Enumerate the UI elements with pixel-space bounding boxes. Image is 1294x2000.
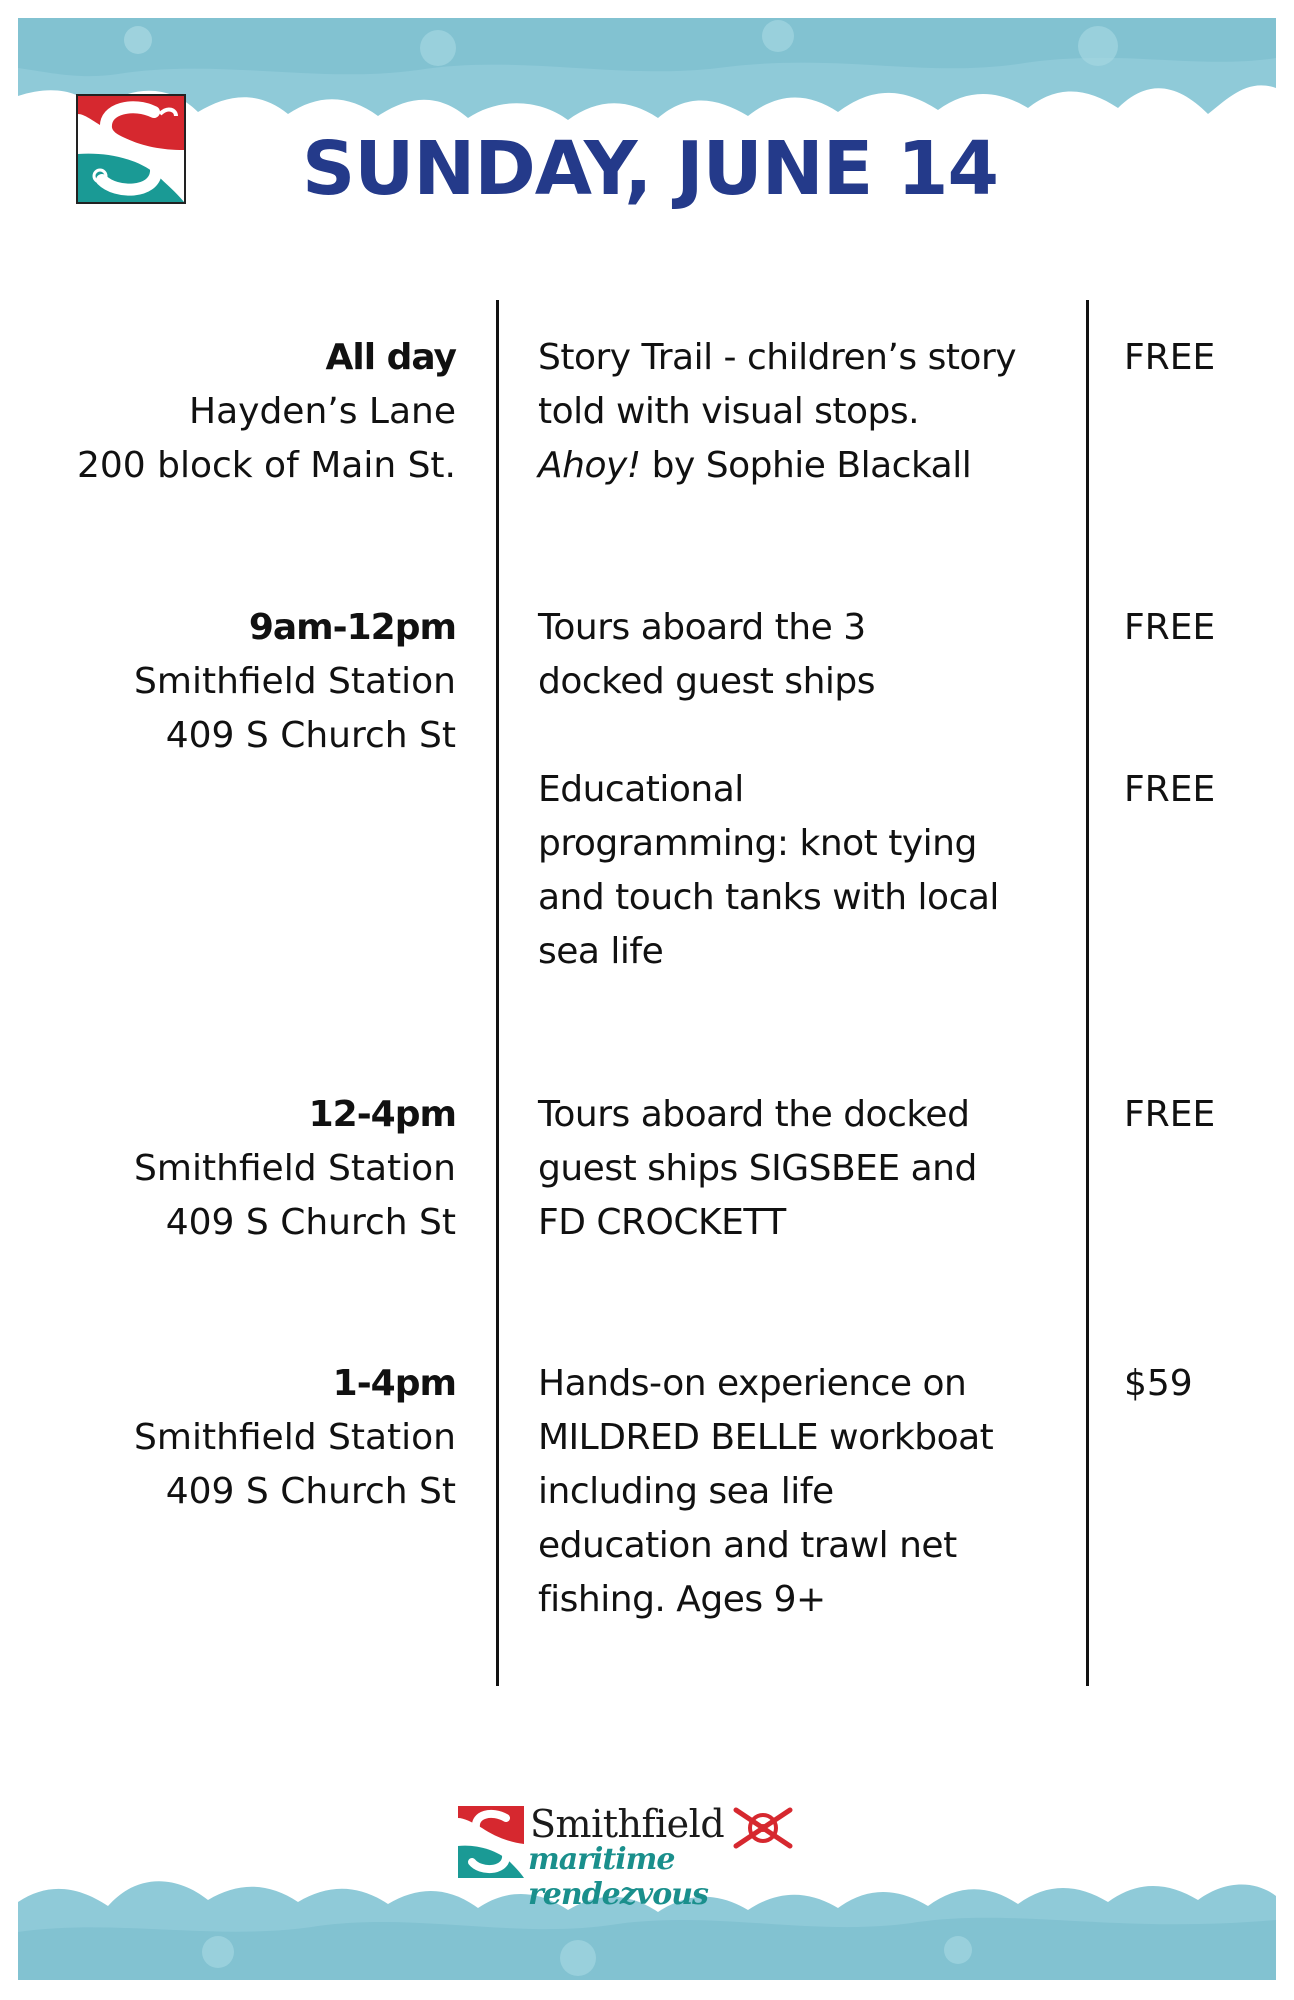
event-address: 200 block of Main St. bbox=[76, 445, 456, 486]
event-description bbox=[538, 1357, 1038, 1627]
event-description bbox=[538, 1088, 1038, 1250]
column-divider-right bbox=[1086, 300, 1089, 1686]
event-desc-line: MILDRED BELLE workboat bbox=[538, 1417, 994, 1458]
event-address: 409 S Church St bbox=[165, 1471, 456, 1512]
event-price: $59 bbox=[1124, 1363, 1193, 1404]
column-divider-left bbox=[496, 300, 499, 1686]
event-desc-line: docked guest ships bbox=[538, 661, 875, 702]
event-location: Smithfield Station bbox=[134, 661, 456, 702]
event-desc-line: Educational bbox=[538, 769, 744, 810]
event-desc-line: including sea life bbox=[538, 1471, 834, 1512]
page-title: SUNDAY, JUNE 14 bbox=[302, 126, 998, 212]
event-desc-line: education and trawl net bbox=[538, 1525, 957, 1566]
ships-wheel-oars-icon bbox=[732, 1806, 794, 1850]
event-desc-line: FD CROCKETT bbox=[538, 1202, 786, 1243]
event-desc-line: guest ships SIGSBEE and bbox=[538, 1148, 977, 1189]
event-address: 409 S Church St bbox=[165, 715, 456, 756]
event-time: 1-4pm bbox=[332, 1363, 456, 1404]
event-desc-line: Story Trail - children’s story bbox=[538, 337, 1017, 378]
event-price: FREE bbox=[1124, 607, 1216, 648]
event-address: 409 S Church St bbox=[165, 1202, 456, 1243]
event-desc-line: and touch tanks with local bbox=[538, 877, 999, 918]
event-desc-line bbox=[538, 439, 1038, 493]
event-time: 9am-12pm bbox=[248, 607, 456, 648]
event-price: FREE bbox=[1124, 1094, 1216, 1135]
event-desc-line: told with visual stops. bbox=[538, 391, 920, 432]
event-price: FREE bbox=[1124, 337, 1216, 378]
event-when bbox=[60, 601, 456, 763]
smithfield-s-icon bbox=[458, 1806, 524, 1878]
smithfield-s-logo bbox=[76, 94, 186, 204]
event-when bbox=[60, 331, 456, 493]
book-author: by Sophie Blackall bbox=[640, 445, 972, 486]
book-title: Ahoy! bbox=[538, 445, 641, 486]
event-desc-line: fishing. Ages 9+ bbox=[538, 1579, 826, 1620]
event-desc-line: Hands-on experience on bbox=[538, 1363, 967, 1404]
event-desc-line: sea life bbox=[538, 931, 664, 972]
event-when bbox=[60, 1088, 456, 1250]
event-description bbox=[538, 331, 1038, 493]
event-time: All day bbox=[325, 337, 456, 378]
event-desc-line: Tours aboard the 3 bbox=[538, 607, 866, 648]
top-wave-banner bbox=[18, 18, 1276, 138]
footer-brand-name: Smithfield bbox=[530, 1802, 725, 1846]
event-location: Hayden’s Lane bbox=[189, 391, 456, 432]
footer-brand-subtitle: maritime rendezvous bbox=[528, 1842, 708, 1912]
event-description bbox=[538, 601, 1038, 709]
event-location: Smithfield Station bbox=[134, 1417, 456, 1458]
event-desc-line: Tours aboard the docked bbox=[538, 1094, 970, 1135]
event-location: Smithfield Station bbox=[134, 1148, 456, 1189]
event-desc-line: programming: knot tying bbox=[538, 823, 977, 864]
event-when bbox=[60, 1357, 456, 1519]
event-price: FREE bbox=[1124, 769, 1216, 810]
event-time: 12-4pm bbox=[308, 1094, 456, 1135]
footer-brand-logo bbox=[458, 1802, 838, 1912]
event-description bbox=[538, 763, 1038, 979]
